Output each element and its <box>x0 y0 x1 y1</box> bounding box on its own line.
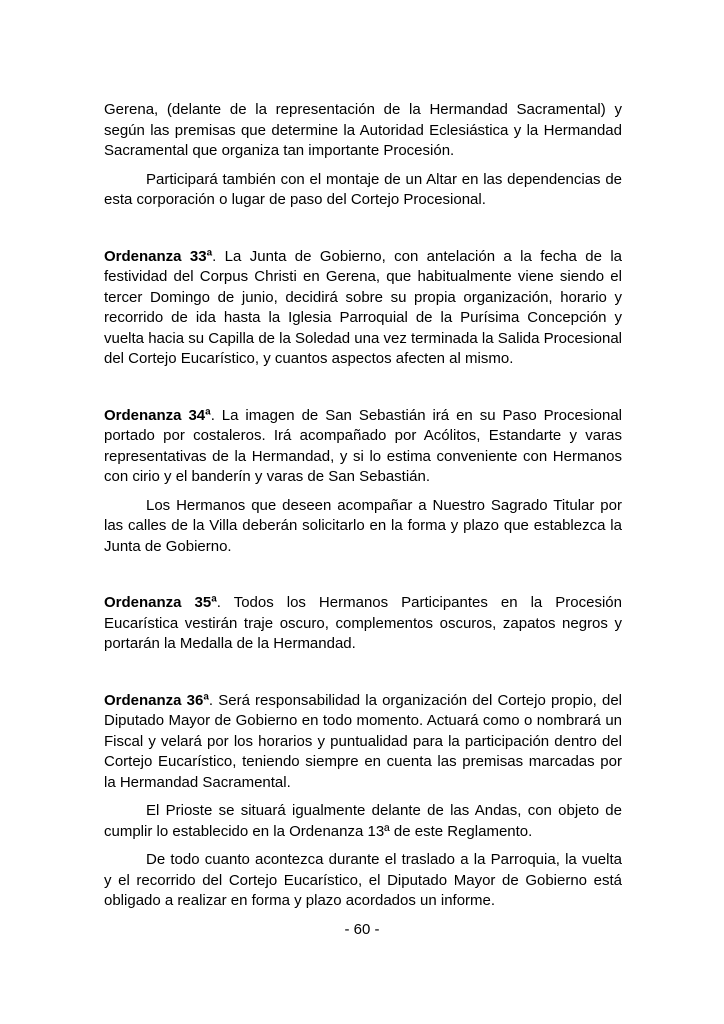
section-gap <box>104 565 622 593</box>
ordenanza-34-label: Ordenanza 34ª <box>104 406 211 424</box>
section-gap <box>104 663 622 691</box>
ordenanza-33-text: . La Junta de Gobierno, con antelación a la fecha de la festividad del Corpus Christi en Gerena, que habitualmente viene siendo el tercer Domingo de junio, decidirá sobre su propia organización, horario y recorrido de ida hasta la Iglesia Parroquial de la Purísima Concepción y vuelta hacia su Capilla de la Soledad una vez terminada la Salida Procesional del Cortejo Eucarístico, y cuantos aspectos afecten al mismo. <box>104 247 622 367</box>
ordenanza-33 <box>104 247 622 370</box>
ordenanza-34-text: . La imagen de San Sebastián irá en su Paso Procesional portado por costaleros. Irá acompañado por Acólitos, Estandarte y varas representativas de la Hermandad, y si lo estima conveniente con Hermanos con cirio y el banderín y varas de San Sebastián. <box>104 406 622 485</box>
ordenanza-34-paragraph-2: Los Hermanos que deseen acompañar a Nuestro Sagrado Titular por las calles de la Villa deberán solicitarlo en la forma y plazo que establezca la Junta de Gobierno. <box>104 496 622 555</box>
paragraph-continuation: Gerena, (delante de la representación de la Hermandad Sacramental) y según las premisas que determine la Autoridad Eclesiástica y la Hermandad Sacramental que organiza tan importante Procesión. <box>104 101 622 159</box>
ordenanza-35-label: Ordenanza 35ª <box>104 594 217 611</box>
section-gap <box>104 219 622 247</box>
ordenanza-34 <box>104 406 622 488</box>
ordenanza-33-label: Ordenanza 33ª <box>104 247 213 265</box>
paragraph-altar: Participará también con el montaje de un Altar en las dependencias de esta corporación o lugar de paso del Cortejo Procesional. <box>104 170 622 208</box>
section-gap <box>104 378 622 406</box>
ordenanza-36-text: . Será responsabilidad la organización del Cortejo propio, del Diputado Mayor de Gobierno en todo momento. Actuará como o nombrará un Fiscal y velará por los horarios y puntualidad para la participación dentro del Cortejo Eucarístico, teniendo siempre en cuenta las premisas marcadas por la Hermandad Sacramental. <box>104 691 622 791</box>
ordenanza-35-text: . Todos los Hermanos Participantes en la Procesión Eucarística vestirán traje oscuro, complementos oscuros, zapatos negros y portarán la Medalla de la Hermandad. <box>104 594 622 652</box>
ordenanza-36-paragraph-3: De todo cuanto acontezca durante el traslado a la Parroquia, la vuelta y el recorrido del Cortejo Eucarístico, el Diputado Mayor de Gobierno está obligado a realizar en forma y plazo acordados un informe. <box>104 851 622 909</box>
ordenanza-35 <box>104 593 622 655</box>
ordenanza-36-paragraph-2: El Prioste se situará igualmente delante de las Andas, con objeto de cumplir lo establecido en la Ordenanza 13ª de este Reglamento. <box>104 802 622 840</box>
page-number: - 60 - <box>344 921 380 938</box>
ordenanza-36 <box>104 691 622 794</box>
ordenanza-36-label: Ordenanza 36ª <box>104 691 209 709</box>
page-body <box>104 100 622 920</box>
